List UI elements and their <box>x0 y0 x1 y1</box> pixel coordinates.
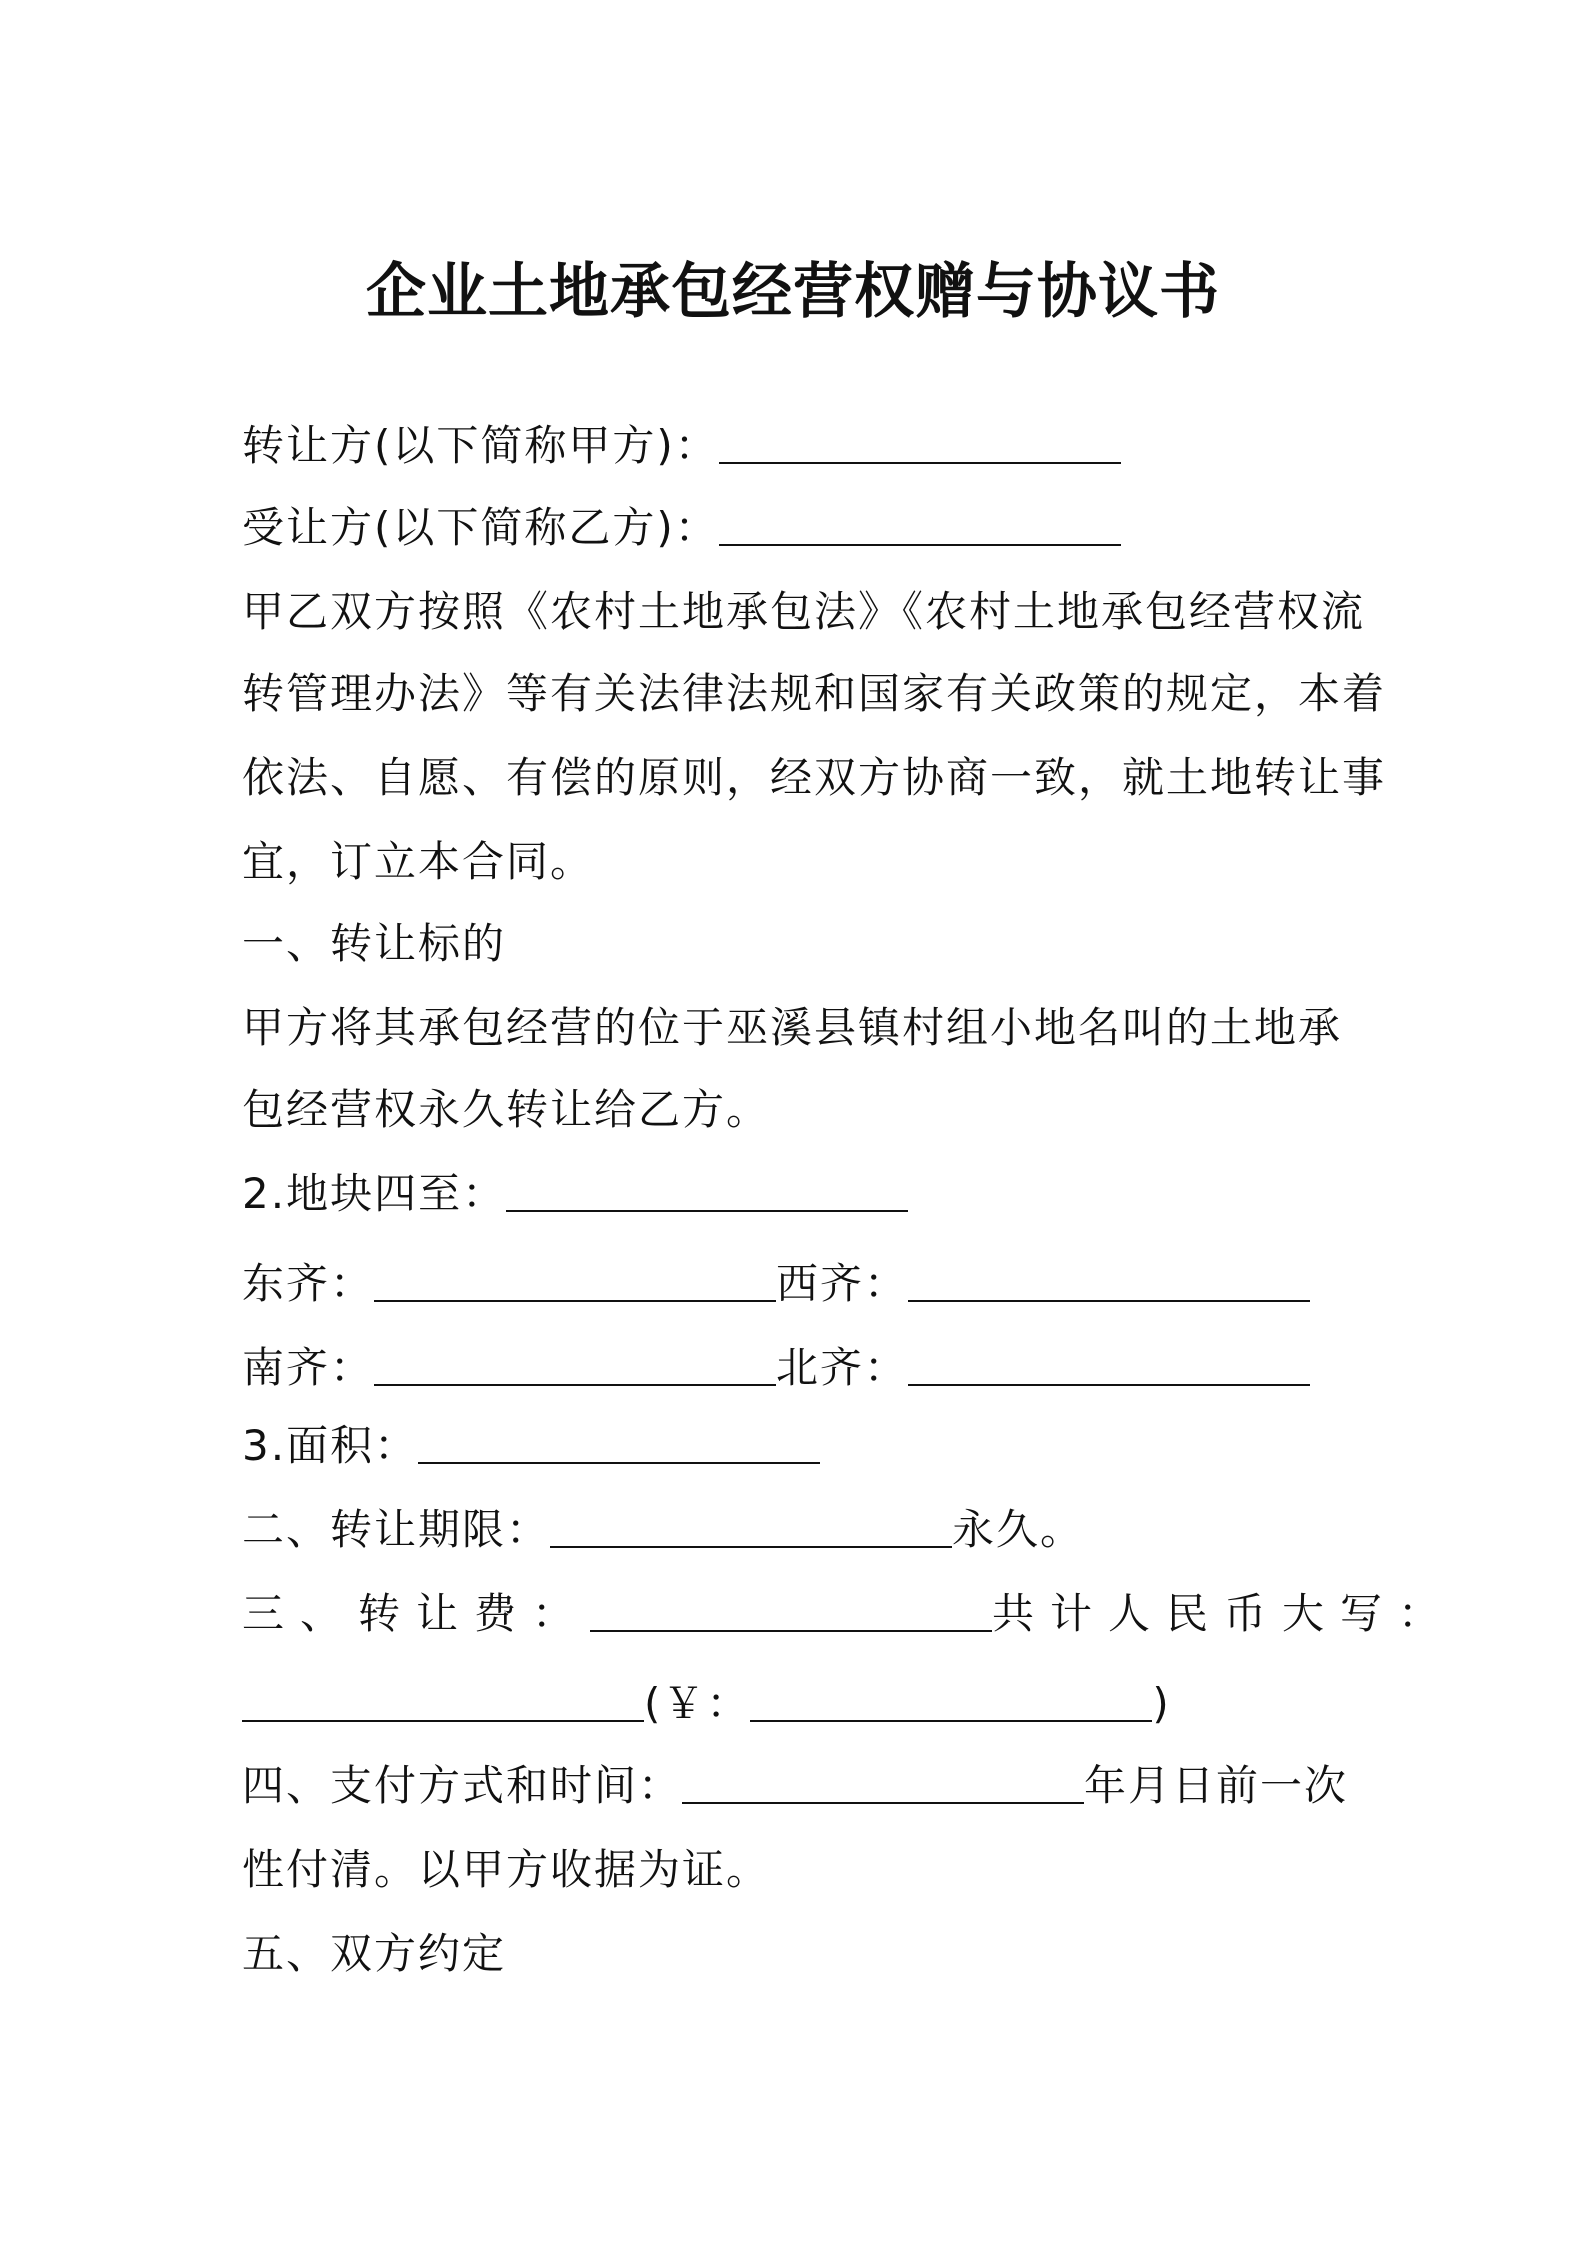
section1-body-line-2: 包经营权永久转让给乙方。 <box>242 1085 771 1134</box>
south-north-line <box>242 1340 1310 1396</box>
area-label: 3.面积： <box>242 1421 419 1470</box>
section1-heading: 一、转让标的 <box>242 919 507 968</box>
section3-line <box>242 1586 1456 1642</box>
transferor-blank[interactable] <box>719 422 1121 464</box>
east-label: 东齐： <box>242 1259 375 1308</box>
west-blank[interactable] <box>908 1260 1310 1302</box>
preamble-line-4: 宜，订立本合同。 <box>242 837 595 886</box>
section2-suffix: 永久。 <box>952 1505 1085 1554</box>
preamble-line-1: 甲乙双方按照《农村土地承包法》《农村土地承包经营权流 <box>242 587 1366 636</box>
section4-line <box>242 1758 1348 1814</box>
section2-label: 二、转让期限： <box>242 1505 551 1554</box>
yuan-open: (￥： <box>644 1679 751 1728</box>
section4-suffix: 年月日前一次 <box>1084 1761 1349 1810</box>
section4-cont-line: 性付清。以甲方收据为证。 <box>242 1845 771 1894</box>
section5-heading: 五、双方约定 <box>242 1929 507 1978</box>
amount-line <box>242 1676 1171 1732</box>
transferee-line <box>242 500 1121 556</box>
section1-body-line-1: 甲方将其承包经营的位于巫溪县镇村组小地名叫的土地承 <box>242 1003 1343 1052</box>
section3-blank[interactable] <box>590 1590 992 1632</box>
east-west-line <box>242 1256 1310 1312</box>
west-label: 西齐： <box>776 1259 909 1308</box>
transferor-line <box>242 418 1121 474</box>
preamble-line-2: 转管理办法》等有关法律法规和国家有关政策的规定，本着 <box>242 669 1387 718</box>
transferor-label: 转让方(以下简称甲方)： <box>242 421 719 470</box>
north-label: 北齐： <box>776 1343 909 1392</box>
transferee-label: 受让方(以下简称乙方)： <box>242 503 719 552</box>
boundaries-blank[interactable] <box>506 1170 908 1212</box>
boundaries-line <box>242 1166 908 1222</box>
yuan-close: ) <box>1152 1679 1171 1728</box>
section2-blank[interactable] <box>550 1506 952 1548</box>
north-blank[interactable] <box>908 1344 1310 1386</box>
south-blank[interactable] <box>374 1344 776 1386</box>
section2-line <box>242 1502 1084 1558</box>
east-blank[interactable] <box>374 1260 776 1302</box>
transferee-blank[interactable] <box>719 504 1121 546</box>
section3-suffix: 共计人民币大写： <box>992 1589 1457 1638</box>
area-blank[interactable] <box>418 1422 820 1464</box>
section4-blank[interactable] <box>682 1762 1084 1804</box>
amount-words-blank[interactable] <box>242 1680 644 1722</box>
area-line <box>242 1418 820 1474</box>
section3-label: 三、转让费： <box>242 1589 591 1638</box>
boundaries-label: 2.地块四至： <box>242 1169 507 1218</box>
preamble-line-3: 依法、自愿、有偿的原则，经双方协商一致，就土地转让事 <box>242 753 1387 802</box>
section4-label: 四、支付方式和时间： <box>242 1761 683 1810</box>
south-label: 南齐： <box>242 1343 375 1392</box>
document-title: 企业土地承包经营权赠与协议书 <box>366 257 1220 327</box>
amount-number-blank[interactable] <box>750 1680 1152 1722</box>
